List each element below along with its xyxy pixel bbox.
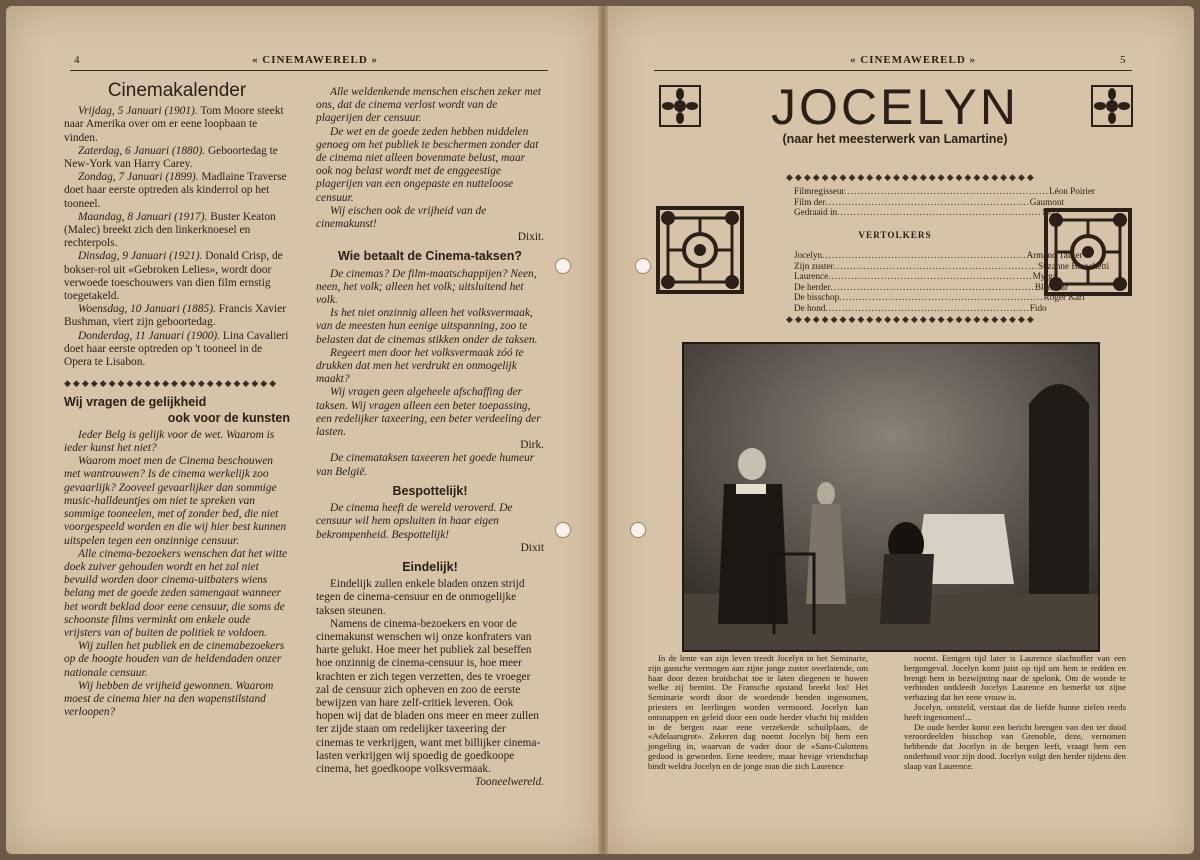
credit-row bbox=[794, 207, 1060, 218]
calendar-text: Tom Moore steekt naar Amerika over om er eene loopbaan te vinden. bbox=[64, 105, 284, 144]
running-head-left: « CINEMAWERELD » bbox=[252, 54, 379, 66]
article-paragraph: De cinemataksen taxeeren het goede humeur van België. bbox=[316, 452, 535, 478]
credit-row-value: 1921 bbox=[1041, 207, 1060, 218]
calendar-text: Donald Crisp, de bokser-rol uit «Gebroken Lelies», wordt door verwoede toeschouwers van dien film ernstig toegetakeld. bbox=[64, 250, 283, 303]
cast-row bbox=[794, 271, 1057, 282]
dot-leader: .............................................................. bbox=[833, 260, 1038, 271]
page-number-left: 4 bbox=[74, 54, 80, 66]
dot-leader: .............................................................. bbox=[825, 302, 1030, 313]
cast-row-value: Armand Tallier bbox=[1026, 250, 1083, 260]
calendar-date: Zaterdag, 6 Januari (1880). bbox=[78, 144, 206, 157]
credit-row bbox=[794, 186, 1096, 197]
ornament-divider: ◆◆◆◆◆◆◆◆◆◆◆◆◆◆◆◆◆◆◆◆◆◆◆◆◆◆◆◆ bbox=[786, 314, 1036, 324]
calendar-text: Lina Cavalieri doet haar eerste optreden op 't tooneel in de Opera te Lisabon. bbox=[64, 329, 289, 369]
article-paragraph: Waarom moet men de Cinema beschouwen met wantrouwen? Is de cinema werkelijk zoo gevaarlijk? Zooveel gevaarlijker dan sommige music-halldeuntjes om niet te spreken van sommige tooneelen, met of zonder bed, die niet voorgespeeld worden en die wij hier best kunnen uitspelen tegen een onzinnige censuur. bbox=[64, 455, 287, 547]
dot-leader: .............................................................. bbox=[830, 281, 1035, 292]
ornament-divider: ◆◆◆◆◆◆◆◆◆◆◆◆◆◆◆◆◆◆◆◆◆◆◆◆◆◆◆◆ bbox=[786, 172, 1036, 182]
calendar-date: Donderdag, 11 Januari (1900). bbox=[78, 329, 221, 342]
article-paragraph: De wet en de goede zeden hebben middelen genoeg om het publiek te beschermen zonder dat de cinema niet alleen bovenmate belust, maar ook nog belast wordt met de enggeestige plagerijen van een ongepaste en nutteloose censuur. bbox=[316, 125, 539, 204]
calendar-text: Francis Xavier Bushman, viert zijn geboortedag. bbox=[64, 303, 287, 329]
dot-leader: .............................................................. bbox=[844, 186, 1049, 196]
article-paragraph: Ieder Belg is gelijk voor de wet. Waarom is ieder kunst het niet? bbox=[64, 428, 275, 455]
article-paragraph: De cinema heeft de wereld veroverd. De censuur wil hem opsluiten in haar eigen bekrompenheid. Bespottelijk! bbox=[316, 502, 513, 541]
dot-leader: .............................................................. bbox=[828, 271, 1033, 282]
cast-row-value: Blanchar bbox=[1034, 281, 1069, 292]
article-paragraph: Wij eischen ook de vrijheid van de cinemakunst! bbox=[316, 204, 487, 231]
dot-leader: .............................................................. bbox=[837, 207, 1042, 218]
article-heading: ook voor de kunsten bbox=[167, 410, 290, 425]
caption-paragraph: De oude herder komt een bericht brengen van den ter dood veroordeelden bisschop van Grenoble, deze, vernomen hebbende dat Jocelyn in de bergen leeft, vraagt hem een onderhoud voor zijn dood. Jocelyn volgt den herder tijdens den slaap van Laurence. bbox=[904, 721, 1126, 771]
calendar-title: Cinemakalender bbox=[107, 80, 247, 101]
article-paragraph: Is het niet onzinnig alleen het volksvermaak, van de meesten hun eenige uitspanning, zoo te belasten dat de cinemas stikken onder de taksen. bbox=[316, 307, 538, 346]
article-paragraph: De cinemas? De film-maatschappijen? Neen, neen, het volk; alleen het volk; uitsluitend het volk. bbox=[316, 267, 537, 307]
article-paragraph: Eindelijk zullen enkele bladen onzen strijd tegen de cinema-censuur en de onmogelijke taksen steunen. bbox=[316, 578, 525, 617]
rosette-ornament-icon bbox=[1090, 84, 1134, 128]
cast-row bbox=[794, 302, 1047, 314]
dot-leader: .............................................................. bbox=[825, 196, 1030, 207]
caption-paragraph: In de lente van zijn leven treedt Jocelyn in het Seminarie, zijn gansche vermogen aan zijne jonge zuster overlatende, om haar door dezen bruidschat toe te laten diegenen te huwen welke zij bemint. De Fransche opstand breekt los! Het Seminarie wordt door de woedende benden ingenomen, priesters en leerlingen worden vermoord. Jocelyn kan ontsnappen en geleid door een oude herder vlucht hij midden in de bergen naar eene verzekerde schuilplaats, de «Adelaarsgrot». Zekeren dag noemt Jocelyn bij hem een jongeling in, waarvan de vader door de «Sans-Culottens gedood is geworden. Eene teedere, maar hevige vriendschap bindt weldra Jocelyn en de jonge man die zich Laurence bbox=[648, 653, 868, 771]
film-subtitle: (naar het meesterwerk van Lamartine) bbox=[782, 132, 1008, 146]
calendar-entry bbox=[64, 145, 290, 171]
caption-paragraph: Jocelyn, ontsteld, verstaat dat de liefde hunne zielen reeds heeft ingenomen!... bbox=[904, 701, 1126, 722]
calendar-entry bbox=[64, 105, 290, 145]
calendar-entry bbox=[64, 211, 290, 251]
column-left-2 bbox=[316, 86, 544, 789]
credit-row-label: Gedraaid in bbox=[794, 207, 838, 218]
punch-hole bbox=[630, 522, 646, 538]
ornament-divider: ◆◆◆◆◆◆◆◆◆◆◆◆◆◆◆◆◆◆◆◆◆◆◆◆ bbox=[64, 378, 279, 389]
calendar-text: Buster Keaton (Malec) breekt zich den linkerknoesel en rechterpols. bbox=[64, 210, 276, 250]
caption-column-1 bbox=[648, 654, 868, 772]
cast-row-value: Suzanne Blanchetti bbox=[1037, 260, 1110, 271]
article-paragraph: Regeert men door het volksvermaak zóó te drukken dat men het verdrukt en onmogelijk maakt? bbox=[316, 346, 524, 386]
film-still-photo bbox=[682, 342, 1100, 652]
article-paragraph: Wij vragen geen algeheele afschaffing der taksen. Wij vragen alleen een beter toepassing, een redelijker taxeering, een beter verdeeling der lasten. bbox=[316, 386, 541, 439]
calendar-date: Vrijdag, 5 Januari (1901). bbox=[78, 105, 198, 118]
calendar-date: Dinsdag, 9 Januari (1921). bbox=[78, 250, 203, 263]
signature: Dixit. bbox=[517, 231, 544, 244]
calendar-list bbox=[64, 105, 290, 369]
article-paragraph: Alle cinema-bezoekers wenschen dat het witte doek zuiver gehouden wordt en het zal niet bevuild worden door cinema-uitbaters wiens belang met de goede zeden samengaat wanneer het wordt beklad door eene censuur, die soms de schoonste films verminkt om enkele oude vrijsters van of buiten de politiek te voldoen. bbox=[64, 547, 288, 639]
article-paragraph: Alle weldenkende menschen eischen zeker met ons, dat de cinema verlost wordt van de plagerijen der censuur. bbox=[316, 86, 541, 125]
punch-hole bbox=[555, 522, 571, 538]
caption-paragraph: noemt. Eenigen tijd later is Laurence slachtoffer van een bergongeval. Jocelyn komt juist op tijd om hem te redden en brengt hem in bezwijming naar de spelonk. Om de wonde te verbinden ontkleedt Jocelyn Laurence en bemerkt tot zijne verbazing dat het eene vrouw is. bbox=[904, 653, 1126, 703]
decorative-tile-icon bbox=[654, 204, 746, 296]
calendar-entry bbox=[64, 250, 290, 303]
header-rule bbox=[654, 70, 1132, 71]
calendar-entry bbox=[64, 330, 290, 370]
article-paragraph: Wij zullen het publiek en de cinemabezoekers op de hoogte houden van de heldendaden onzer nationale censuur. bbox=[64, 640, 285, 679]
credits-list bbox=[794, 186, 1096, 218]
center-fold bbox=[598, 6, 608, 854]
credit-row bbox=[794, 196, 1064, 208]
calendar-text: Geboortedag te New-York van Harry Carey. bbox=[64, 144, 278, 171]
signature: Tooneelwereld. bbox=[474, 776, 544, 789]
punch-hole bbox=[555, 258, 571, 274]
calendar-date: Maandag, 8 Januari (1917). bbox=[78, 210, 208, 223]
running-head-right: « CINEMAWERELD » bbox=[850, 54, 977, 66]
cast-row-label: Jocelyn bbox=[794, 250, 823, 260]
cast-row-value: Myrga bbox=[1032, 271, 1057, 282]
article-heading: Eindelijk! bbox=[402, 559, 458, 574]
page-number-right: 5 bbox=[1120, 54, 1126, 66]
film-title: JOCELYN bbox=[771, 79, 1019, 135]
caption-column-2 bbox=[904, 654, 1126, 772]
cast-row-value: Fido bbox=[1029, 302, 1047, 313]
signature: Dirk. bbox=[520, 439, 544, 452]
calendar-text: Madlaine Traverse doet haar eerste optreden als kinderrol op het tooneel. bbox=[64, 171, 287, 210]
cast-row-label: Laurence bbox=[794, 271, 829, 282]
article-paragraph: Wij hebben de vrijheid gewonnen. Waarom moest de cinema hier na den wapenstilstand verloopen? bbox=[64, 679, 274, 719]
cast-list bbox=[794, 250, 1110, 314]
calendar-entry bbox=[64, 171, 290, 211]
dot-leader: .............................................................. bbox=[822, 250, 1027, 260]
cast-row-value: Roger Karl bbox=[1043, 292, 1085, 303]
credit-row-value: Gaumont bbox=[1029, 196, 1064, 207]
cast-row-label: De bisschop bbox=[794, 292, 840, 303]
article-paragraph: Namens de cinema-bezoekers en voor de cinemakunst wenschen wij onze konfraters van harte gelukt. Hoe meer het publiek zal beseffen hoe onzinnig de cinema-censuur is, hoe meer krachten er zich tegen verzetten, des te vroeger zal de censuur zich opheven en zoo de eerste bewijzen van hare zelf-critiek leveren. Ook hopen wij dat de bladen ons meer en meer zullen ter zijde staan om redelijker taxeering der cinemas te verkrijgen, want met billijker cinema-lasten verkrijgen wij spoedig de goedkoope cinema, het goedkoope volksvermaak. bbox=[316, 617, 541, 775]
calendar-date: Woensdag, 10 Januari (1885). bbox=[78, 303, 216, 316]
article-heading: Bespottelijk! bbox=[392, 483, 468, 498]
cast-heading: VERTOLKERS bbox=[858, 230, 932, 240]
cast-row bbox=[794, 250, 1083, 261]
cast-row bbox=[794, 260, 1110, 272]
column-left-1 bbox=[64, 80, 290, 719]
rosette-ornament-icon bbox=[658, 84, 702, 128]
calendar-entry bbox=[64, 303, 290, 329]
header-rule bbox=[70, 70, 548, 71]
signature: Dixit bbox=[520, 541, 544, 554]
cast-row-label: De hond bbox=[794, 302, 826, 313]
credit-row-label: Film der bbox=[794, 196, 826, 207]
cast-row-label: De herder bbox=[794, 281, 831, 292]
dot-leader: .............................................................. bbox=[839, 292, 1044, 303]
article-heading: Wie betaalt de Cinema-taksen? bbox=[338, 249, 522, 264]
cast-row bbox=[794, 281, 1069, 293]
cast-row bbox=[794, 292, 1085, 303]
credit-row-label: Filmregisseur bbox=[794, 186, 845, 196]
punch-hole bbox=[635, 258, 651, 274]
cast-row-label: Zijn zuster bbox=[794, 260, 834, 271]
article-heading: Wij vragen de gelijkheid bbox=[64, 395, 207, 410]
calendar-date: Zondag, 7 Januari (1899). bbox=[78, 171, 199, 184]
credit-row-value: Léon Poirier bbox=[1048, 186, 1096, 196]
